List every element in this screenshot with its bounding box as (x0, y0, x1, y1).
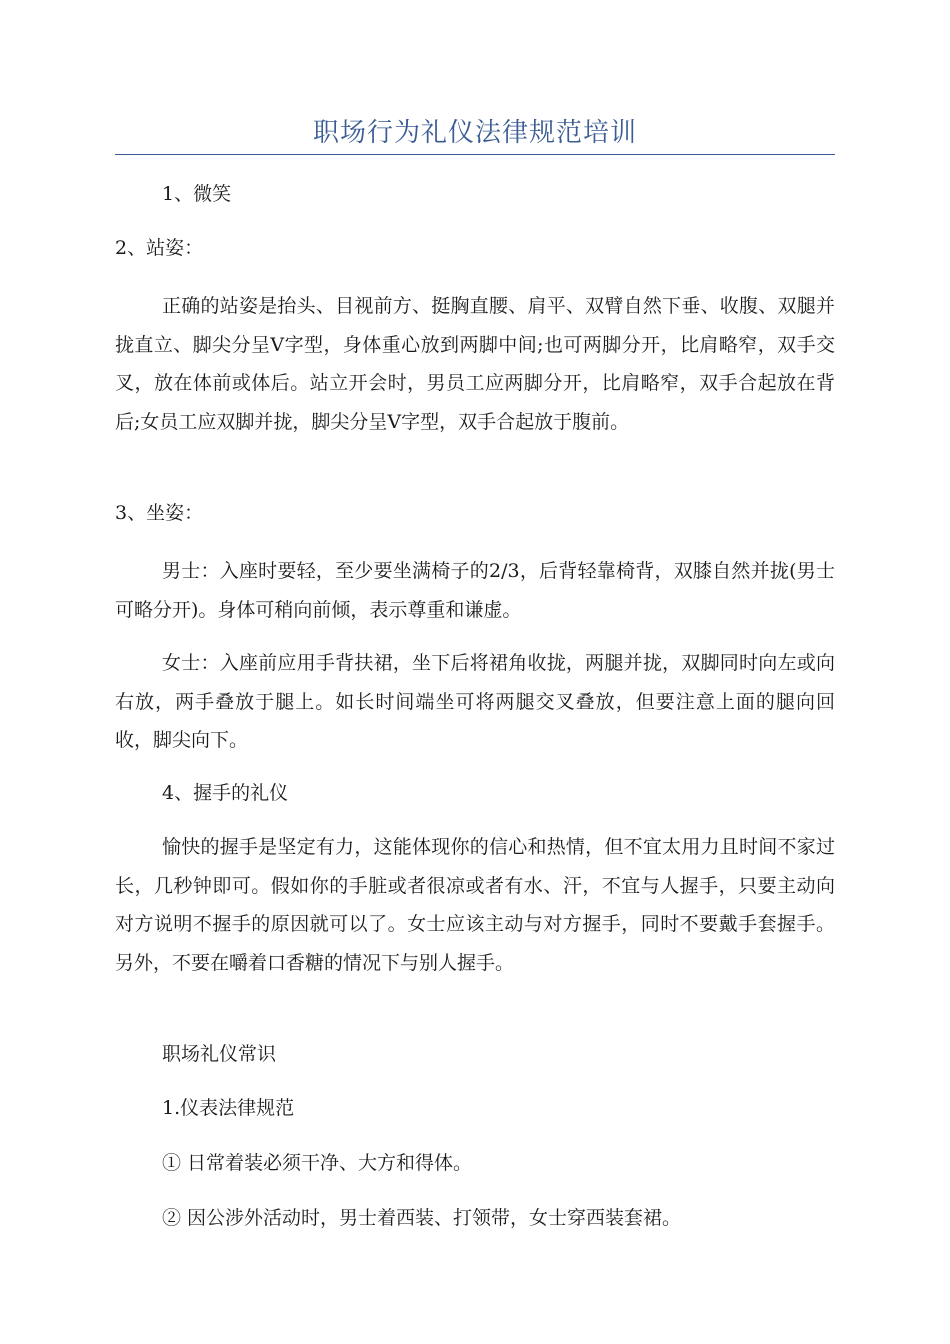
heading-sitting: 3、坐姿： (115, 502, 204, 524)
paragraph-sitting-male: 男士：入座时要轻，至少要坐满椅子的2/3，后背轻靠椅背，双膝自然并拢(男士可略分开)。身体可稍向前倾，表示尊重和谦虚。 (115, 560, 835, 621)
heading-standing: 2、站姿： (115, 237, 204, 259)
title-underline (115, 154, 835, 155)
heading-workplace-etiquette: 职场礼仪常识 (162, 1043, 277, 1065)
heading-smile: 1、微笑 (162, 183, 232, 205)
heading-appearance-norms: 1.仪表法律规范 (162, 1097, 295, 1119)
list-item-2: ② 因公涉外活动时，男士着西装、打领带，女士穿西装套裙。 (162, 1207, 682, 1229)
paragraph-handshake: 愉快的握手是坚定有力，这能体现你的信心和热情，但不宜太用力且时间不家过长，几秒钟即可。假如你的手脏或者很凉或者有水、汗，不宜与人握手，只要主动向对方说明不握手的原因就可以了。女士应该主动与对方握手，同时不要戴手套握手。另外，不要在嚼着口香糖的情况下与别人握手。 (115, 836, 835, 974)
list-item-1: ① 日常着装必须干净、大方和得体。 (162, 1152, 473, 1174)
paragraph-sitting-female: 女士：入座前应用手背扶裙，坐下后将裙角收拢，两腿并拢，双脚同时向左或向右放，两手叠放于腿上。如长时间端坐可将两腿交叉叠放，但要注意上面的腿向回收，脚尖向下。 (115, 652, 835, 751)
paragraph-standing: 正确的站姿是抬头、目视前方、挺胸直腰、肩平、双臂自然下垂、收腹、双腿并拢直立、脚尖分呈V字型，身体重心放到两脚中间;也可两脚分开，比肩略窄，双手交叉，放在体前或体后。站立开会时，男员工应两脚分开，比肩略窄，双手合起放在背后;女员工应双脚并拢，脚尖分呈V字型，双手合起放于腹前。 (115, 295, 835, 433)
document-title: 职场行为礼仪法律规范培训 (312, 118, 637, 148)
heading-handshake: 4、握手的礼仪 (162, 782, 289, 804)
